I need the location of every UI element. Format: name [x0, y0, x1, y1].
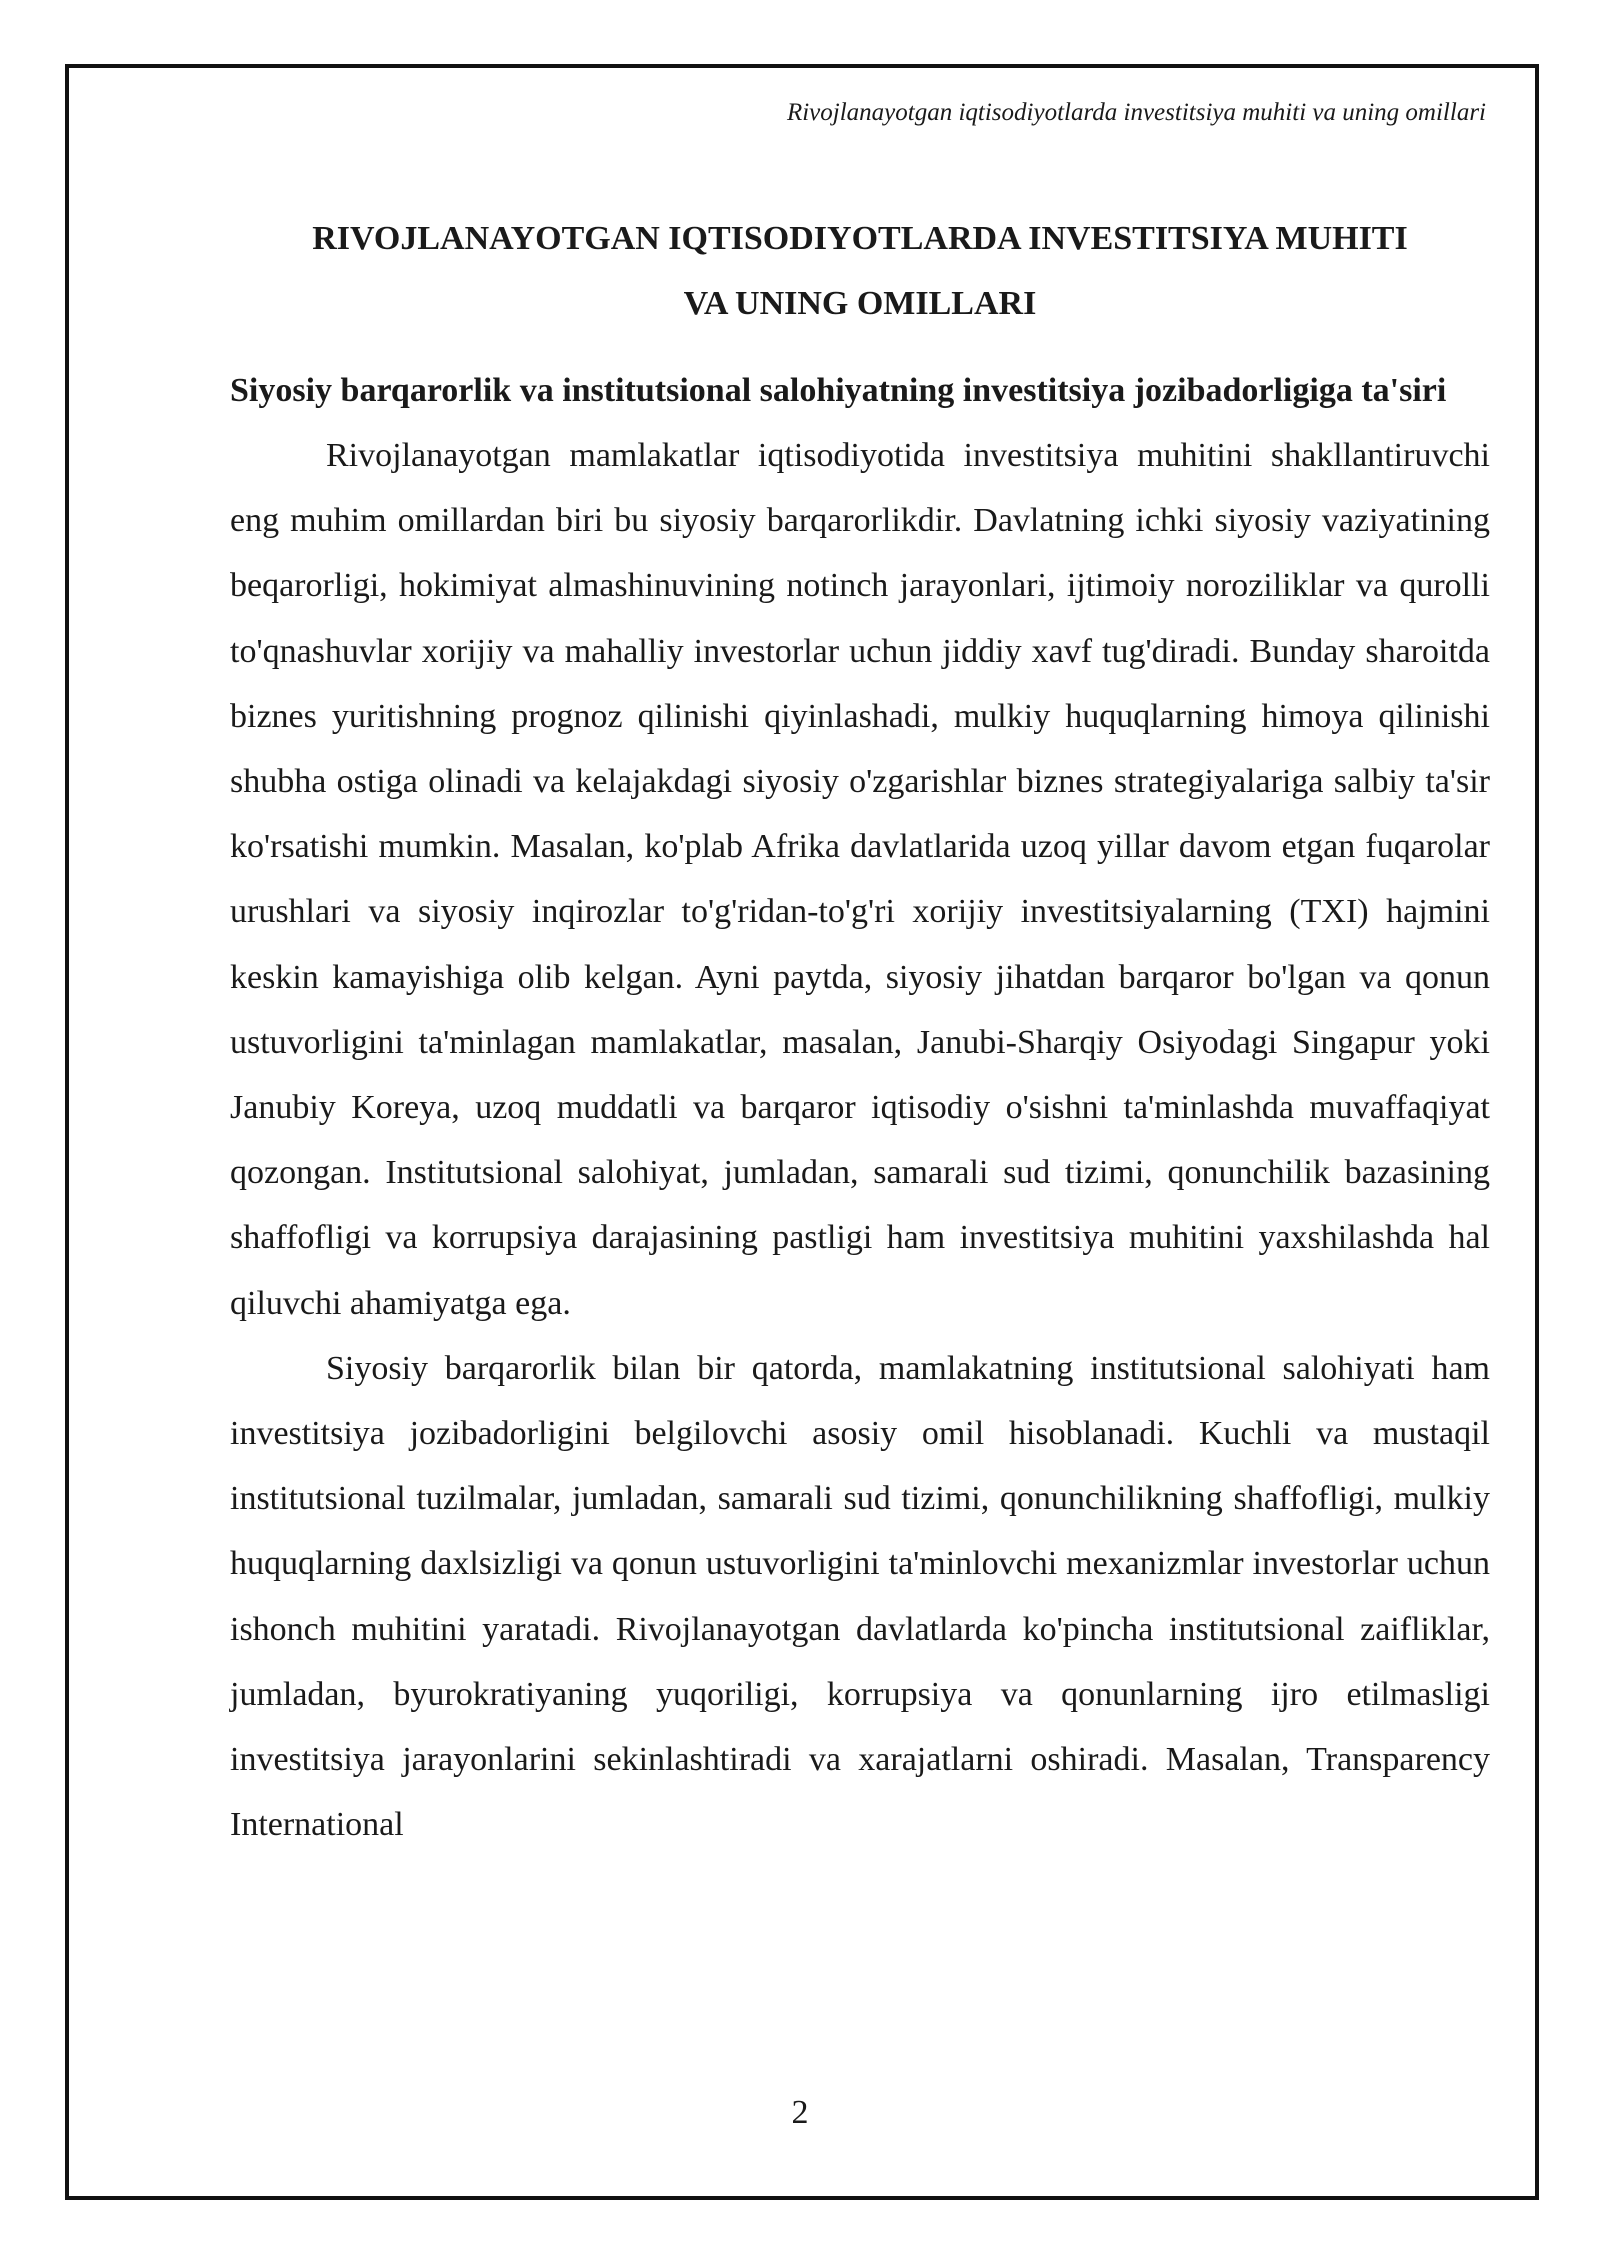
body-paragraph-1: Rivojlanayotgan mamlakatlar iqtisodiyotida investitsiya muhitini shakllantiruvchi eng muhim omillardan biri bu siyosiy barqarorlikdir. Davlatning ichki siyosiy vaziyatining beqarorligi, hokimiyat almashinuvining notinch jarayonlari, ijtimoiy noroziliklar va qurolli to'qnashuvlar xorijiy va mahalliy investorlar uchun jiddiy xavf tug'diradi. Bunday sharoitda biznes yuritishning prognoz qilinishi qiyinlashadi, mulkiy huquqlarning himoya qilinishi shubha ostiga olinadi va kelajakdagi siyosiy o'zgarishlar biznes strategiyalariga salbiy ta'sir ko'rsatishi mumkin. Masalan, ko'plab Afrika davlatlarida uzoq yillar davom etgan fuqarolar urushlari va siyosiy inqirozlar to'g'ridan-to'g'ri xorijiy investitsiyalarning (TXI) hajmini keskin kamayishiga olib kelgan. Ayni paytda, siyosiy jihatdan barqaror bo'lgan va qonun ustuvorligini ta'minlagan mamlakatlar, masalan, Janubi-Sharqiy Osiyodagi Singapur yoki Janubiy Koreya, uzoq muddatli va barqaror iqtisodiy o'sishni ta'minlashda muvaffaqiyat qozongan. Institutsional salohiyat, jumladan, samarali sud tizimi, qonunchilik bazasining shaffofligi va korrupsiya darajasining pastligi ham investitsiya muhitini yaxshilashda hal qiluvchi ahamiyatga ega. [230, 437, 1490, 1322]
running-header: Rivojlanayotgan iqtisodiyotlarda investitsiya muhiti va uning omillari [786, 99, 1486, 126]
page-content [230, 206, 1490, 1857]
page-number: 2 [791, 2094, 809, 2131]
document-title-line-1: RIVOJLANAYOTGAN IQTISODIYOTLARDA INVESTITSIYA MUHITI [312, 220, 1408, 257]
document-title-line-2: VA UNING OMILLARI [683, 285, 1037, 322]
section-heading: Siyosiy barqarorlik va institutsional salohiyatning investitsiya jozibadorligiga ta'siri [230, 372, 1447, 409]
body-paragraph-2: Siyosiy barqarorlik bilan bir qatorda, mamlakatning institutsional salohiyati ham investitsiya jozibadorligini belgilovchi asosiy omil hisoblanadi. Kuchli va mustaqil institutsional tuzilmalar, jumladan, samarali sud tizimi, qonunchilikning shaffofligi, mulkiy huquqlarning daxlsizligi va qonun ustuvorligini ta'minlovchi mexanizmlar investorlar uchun ishonch muhitini yaratadi. Rivojlanayotgan davlatlarda ko'pincha institutsional zaifliklar, jumladan, byurokratiyaning yuqoriligi, korrupsiya va qonunlarning ijro etilmasligi investitsiya jarayonlarini sekinlashtiradi va xarajatlarni oshiradi. Masalan, Transparency International [230, 1349, 1490, 1844]
document-title [230, 206, 1490, 336]
